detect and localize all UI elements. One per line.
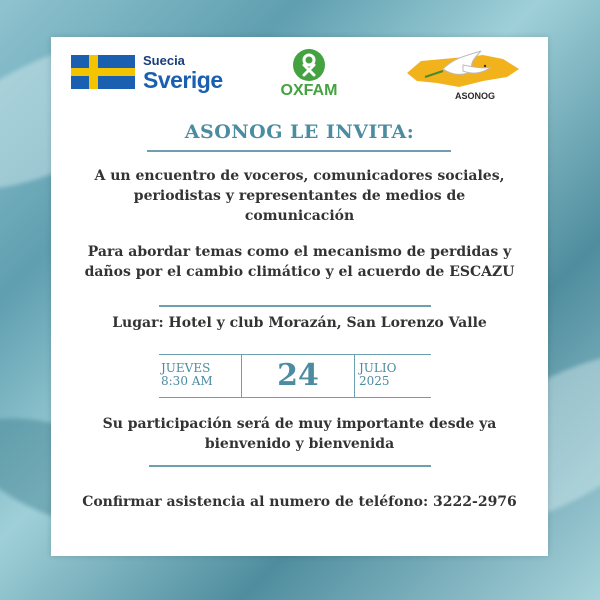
event-location: Lugar: Hotel y club Morazán, San Lorenzo Valle <box>112 315 487 331</box>
oxfam-emblem-icon <box>293 49 325 81</box>
location-divider-top <box>159 305 431 307</box>
event-year: 2025 <box>359 374 390 388</box>
confirm-divider <box>149 465 431 467</box>
sweden-flag-icon <box>71 55 135 89</box>
sweden-logo-label-small: Suecia <box>143 53 185 68</box>
sweden-logo-label-large: Sverige <box>143 67 223 93</box>
invitation-title: ASONOG LE INVITA: <box>184 121 415 143</box>
participation-message: Su participación será de muy importante desde ya bienvenido y bienvenida <box>102 416 497 452</box>
invitation-topics: Para abordar temas como el mecanismo de perdidas y daños por el cambio climático y el acuerdo de ESCAZU <box>84 244 515 280</box>
oxfam-logo <box>269 49 349 101</box>
event-weekday: JUEVES <box>161 361 211 375</box>
asonog-logo <box>403 47 523 103</box>
asonog-logo-text: ASONOG <box>455 91 496 101</box>
invitation-intro: A un encuentro de voceros, comunicadores sociales, periodistas y representantes de medios de comunicación <box>94 168 505 224</box>
sponsor-logos <box>51 37 548 107</box>
honduras-dove-icon <box>403 47 523 93</box>
event-time: 8:30 AM <box>161 374 213 388</box>
event-month: JULIO <box>359 361 397 375</box>
date-month-year <box>359 362 431 406</box>
event-date <box>159 354 431 398</box>
date-weekday-time <box>159 362 239 406</box>
sweden-logo <box>71 53 236 93</box>
invitation-card <box>51 37 548 556</box>
oxfam-logo-text: OXFAM <box>280 82 338 99</box>
date-rule-bottom <box>159 397 431 398</box>
title-divider <box>147 150 451 152</box>
event-day: 24 <box>241 354 355 398</box>
confirm-attendance: Confirmar asistencia al numero de teléfono: 3222-2976 <box>82 494 517 510</box>
